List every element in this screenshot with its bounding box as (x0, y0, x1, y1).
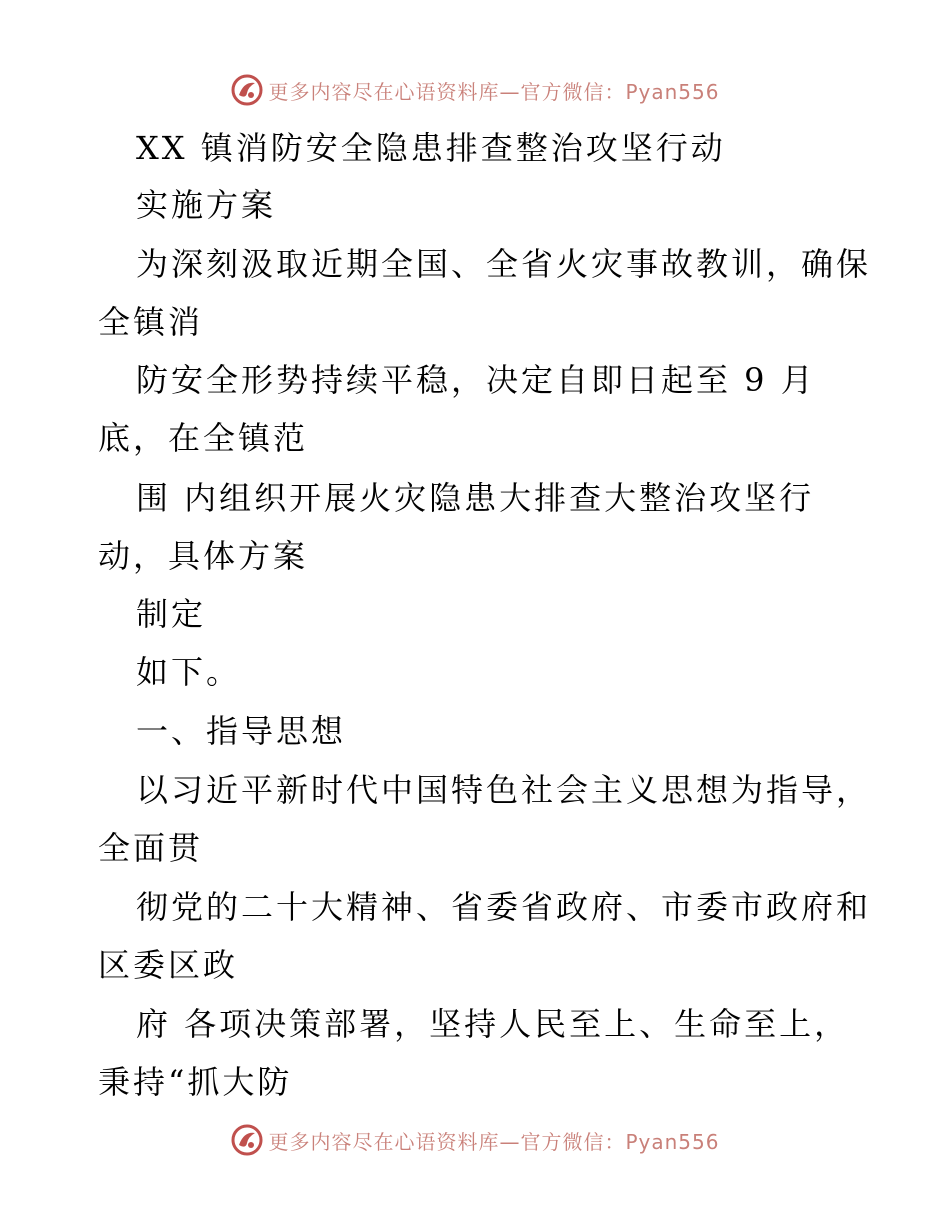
watermark-banner-bottom (0, 1118, 950, 1162)
paragraph-line: 府 各项决策部署，坚持人民至上、生命至上， (136, 1005, 850, 1043)
paragraph-line: 区委区政 (98, 946, 239, 984)
section-heading: 一、指导思想 (136, 712, 347, 750)
swirl-logo-icon (230, 73, 264, 107)
paragraph-line: 秉持“抓大防 (98, 1063, 293, 1101)
paragraph-line: 动，具体方案 (98, 537, 309, 575)
paragraph-line: 以习近平新时代中国特色社会主义思想为指导， (136, 771, 872, 809)
paragraph-line: 围 内组织开展火灾隐患大排查大整治攻坚行 (136, 479, 815, 517)
paragraph-line: 制定 (136, 595, 207, 633)
watermark-text: 更多内容尽在心语资料库—官方微信：Pyan556 (268, 79, 720, 104)
watermark-banner-top (0, 68, 950, 112)
paragraph-line: 防安全形势持续平稳，决定自即日起至 9 月 (136, 361, 816, 399)
paragraph-line: 全镇消 (98, 303, 204, 341)
paragraph-line: 全面贯 (98, 829, 204, 867)
paragraph-line: 底，在全镇范 (98, 419, 309, 457)
paragraph-line: 为深刻汲取近期全国、全省火灾事故教训，确保 (136, 245, 872, 283)
watermark-text: 更多内容尽在心语资料库—官方微信：Pyan556 (268, 1129, 720, 1154)
paragraph-line: 彻党的二十大精神、省委省政府、市委市政府和 (136, 888, 872, 926)
paragraph-line: 如下。 (136, 653, 242, 691)
doc-subtitle: 实施方案 (136, 186, 277, 224)
doc-title: XX 镇消防安全隐患排查整治攻坚行动 (136, 129, 726, 167)
swirl-logo-icon (230, 1123, 264, 1157)
